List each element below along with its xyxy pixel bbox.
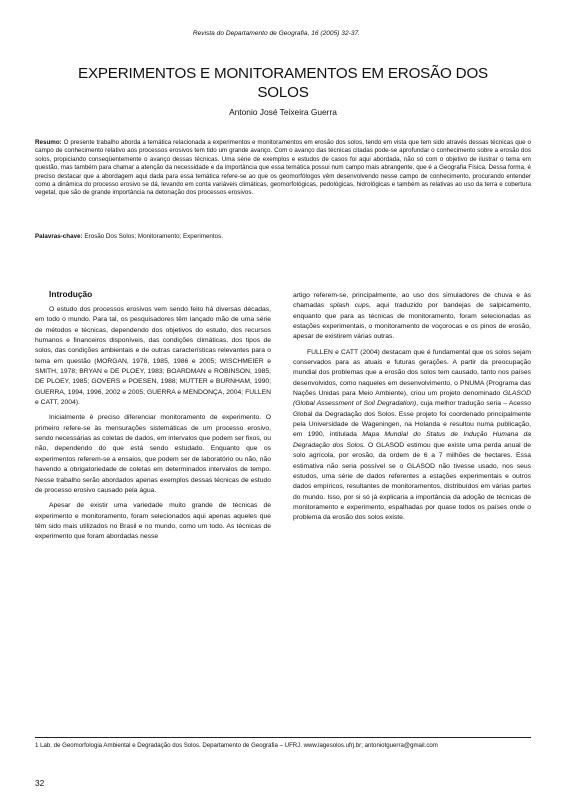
paragraph	[293, 348, 531, 524]
body-column-left	[35, 289, 271, 543]
paragraph-text: FULLEN e CATT (2004) destacam que é fundamental que os solos sejam conservados para as atuais e futuras gerações. A partir da preocupação mundial dos problemas que a erosão dos solos tem causado, tanto nos países desenvolvidos, como naqueles em desenvolvimento, o PNUMA (Programa das Nações Unidas para Meio Ambiente), criou um projeto denominado	[293, 348, 531, 398]
keywords-text: Erosão Dos Solos; Monitoramento; Experimentos.	[84, 233, 223, 240]
paragraph-italic: GLASOD (Global Assessment of Soil Degradation)	[293, 390, 531, 408]
footnote-divider	[35, 737, 531, 738]
paragraph-text: O GLASOD estimou que existe uma perda anual de solo agrícola, por erosão, da ordem de 6 a 7 milhões de hectares. Essa estimativa não seria possível se o GLASOD não tivesse usado, nos seus estudos, uma série de dados referentes a estações experimentais e outros dados empíricos, resultantes de monitoramentos, distribuídos em várias partes do mundo. Isso, por si só já explicaria a importância da adoção de técnicas de monitoramento e experimento, espalhadas por quase todos os países onde o problema da erosão dos solos existe.	[293, 441, 532, 522]
body-column-right	[293, 291, 531, 524]
paragraph-italic: splash cups	[329, 302, 370, 310]
paragraph-text: , aqui traduzido por bandejas de salpicamento, enquanto que para as técnicas de monitoramento, foram selecionadas as estações experimentais, o monitoramento de voçorocas e os pinos de erosão, apesar de existirem várias outras.	[293, 302, 531, 341]
abstract	[35, 139, 531, 198]
abstract-text: O presente trabalho aborda a temática relacionada a experimentos e monitoramentos em erosão dos solos, tendo em vista que tem sido através dessas técnicas que o campo de conhecimento relativo aos processos erosivos tem tido um grande avanço. Com o avanço das técnicas citadas pode-se aprofundar o conhecimento sobre a erosão dos solos, propiciando conseqüentemente o avanço dessas técnicas. Uma série de exemplos e estudos de casos foi aqui abordada, não só com o objetivo de ilustrar o tema em questão, mas também para chamar a atenção da necessidade e da importância que essa temática possui num campo mais abrangente, que é a Geografia Física. Dessa forma, é preciso destacar que a abordagem aqui dada para essa temática refere-se ao que os geomorfólogos vêm desenvolvendo nesse campo de conhecimento, procurando entender como a dinâmica do processo erosivo se dá, levando em conta variáveis climáticas, geomorfológicas, pedológicas, hidrológicas e também as relativas ao uso da terra e cobertura vegetal, que são de grande importância na detonação dos processos erosivos.	[35, 139, 531, 197]
paragraph-text: , cuja melhor tradução seria – Acesso Global da Degradação dos Solos. Esse projeto foi coordenado principalmente pela Universidade de Wageningen, na Holanda e resultou numa publicação, em 1990, intitulada	[293, 400, 531, 439]
journal-citation: Revista do Departamento de Geografia, 16 (2005) 32-37.	[192, 30, 360, 37]
paragraph: O estudo dos processos erosivos vem sendo feito há diversas décadas, em todo o mundo. Para tal, os pesquisadores têm lançado mão de uma série de métodos e técnicas, dependendo dos objetivos do estudo, dos recursos humanos e financeiros disponíveis, das condições climáticas, dos tipos de solos, das condições ambientais e de outras características relevantes para o tema em questão (MORGAN, 1978, 1985, 1986 e 2005; WISCHMEIER e SMITH, 1978; BRYAN e DE PLOEY, 1983; BOARDMAN e ROBINSON, 1985; DE PLOEY, 1985; GOVERS e POESEN, 1988; MUTTER e BURNHAM, 1990; GUERRA, 1994, 1996, 2002 e 2005; GUERRA e MENDONÇA, 2004; FULLEN e CATT, 2004).	[35, 306, 271, 407]
paragraph	[293, 291, 531, 343]
keywords	[35, 233, 531, 240]
page-number: 32	[35, 778, 45, 788]
article-title: EXPERIMENTOS E MONITORAMENTOS EM EROSÃO DOS SOLOS	[78, 65, 488, 101]
abstract-label: Resumo:	[35, 139, 62, 146]
paragraph: Apesar de existir uma variedade muito grande de técnicas de experimento e monitoramento, foram selecionados aqui apenas aqueles que têm sido mais utilizados no Brasil e no mundo, como um todo. As técnicas de experimento que foram abordadas nesse	[35, 502, 271, 541]
paragraph-text: artigo referem-se, principalmente, ao uso dos simuladores de chuva e às chamadas	[293, 292, 531, 310]
paragraph-italic: Mapa Mundial do Status de Indução Humana da Degradação dos Solos.	[293, 431, 531, 449]
keywords-label: Palavras-chave:	[35, 233, 83, 240]
footnote: 1 Lab. de Geomorfologia Ambiental e Degradação dos Solos. Departamento de Geografia – UFRJ. www.lagesolos.ufrj.br; antoniotguerra@gmail.com	[35, 742, 438, 749]
section-heading: Introdução	[49, 289, 93, 299]
article-author: Antonio José Teixeira Guerra	[229, 107, 337, 117]
paragraph: Inicialmente é preciso diferenciar monitoramento de experimento. O primeiro refere-se às mensurações sistemáticas de um processo erosivo, sendo necessárias as coletas de dados, em intervalos que podem ser fixos, ou não, dependendo do que está sendo estudado. Enquanto que os experimentos referem-se a ensaios, que podem ser de laboratório ou não, não havendo a obrigatoriedade de coletas em determinados intervalos de tempo. Nesse trabalho serão abordados apenas exemplos dessas técnicas de estudo de processo erosivo causado pela água.	[35, 414, 272, 494]
